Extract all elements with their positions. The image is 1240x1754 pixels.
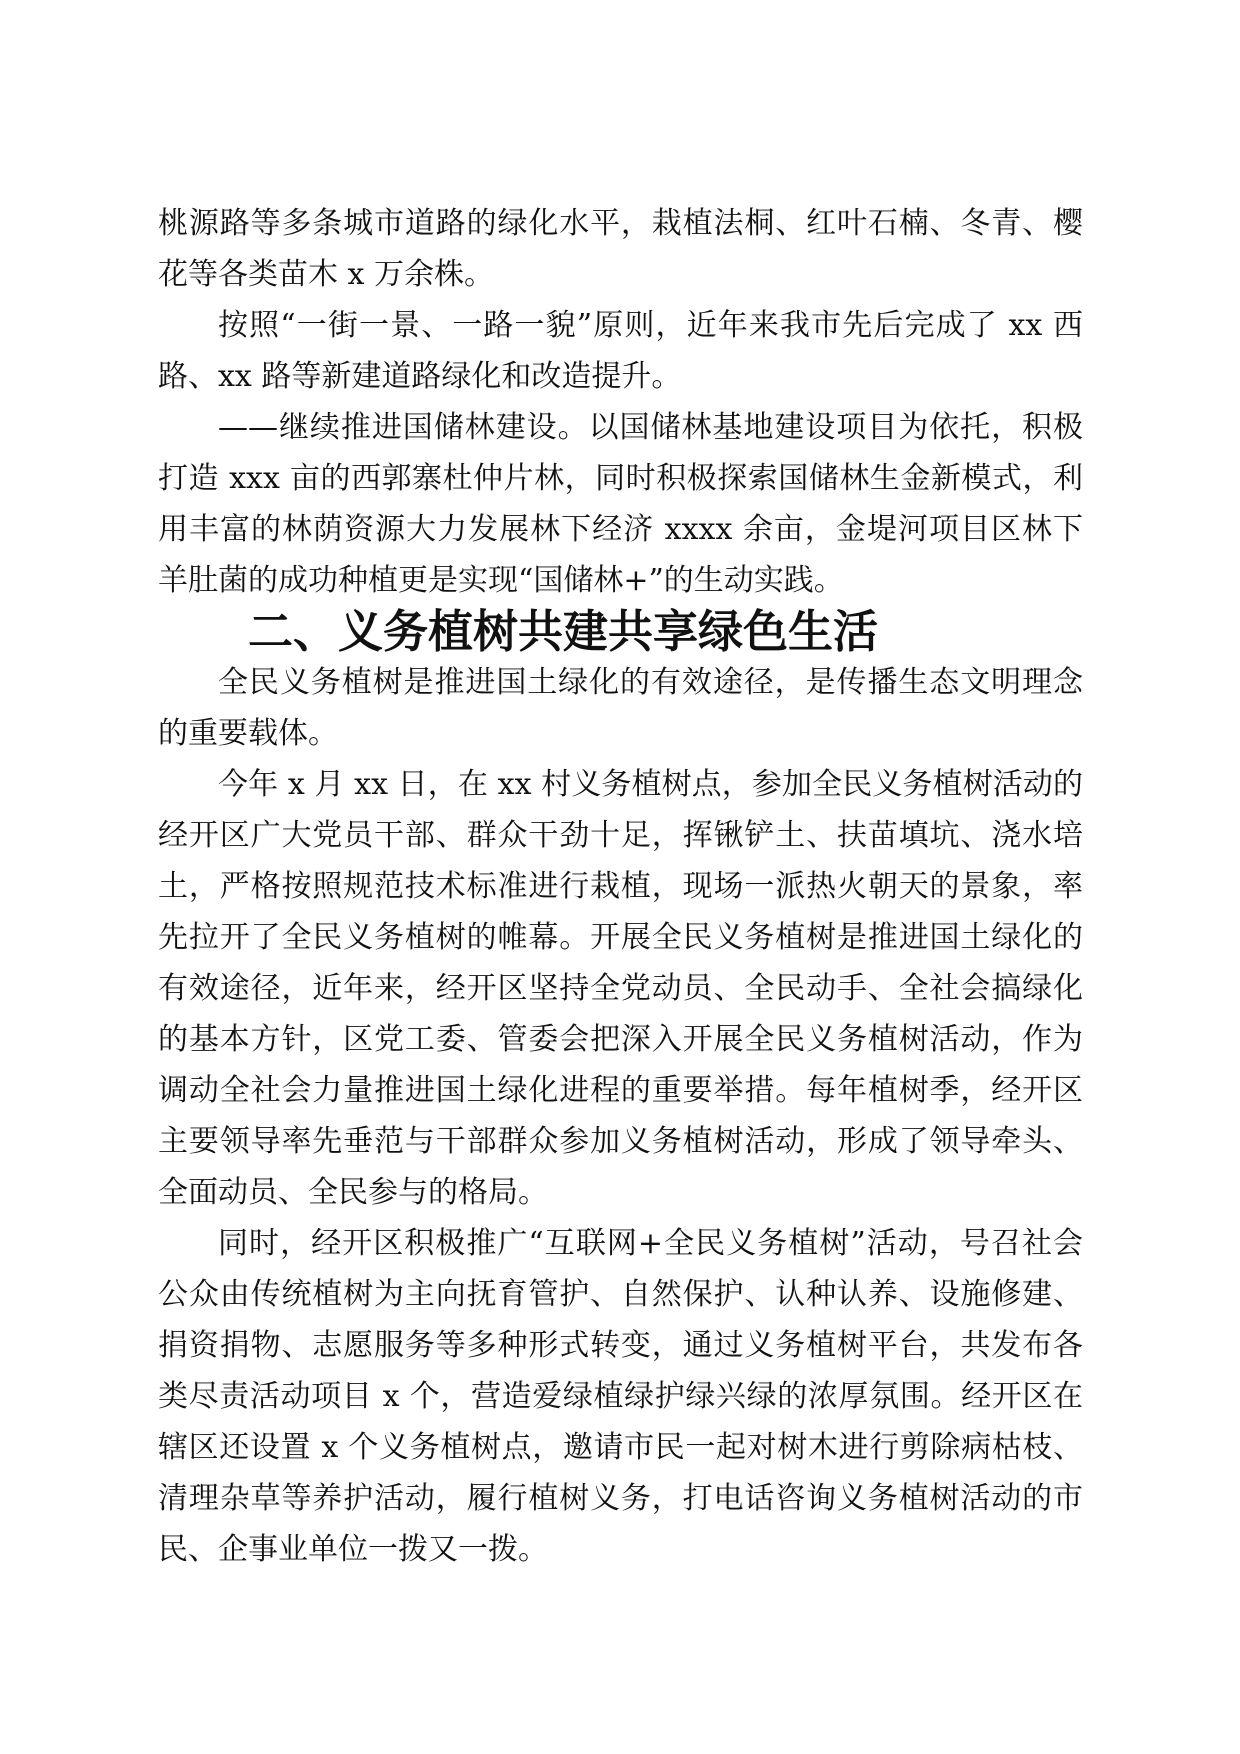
document-page xyxy=(158,198,1083,1575)
paragraph-internet-planting: 同时，经开区积极推广“互联网+全民义务植树”活动，号召社会公众由传统植树为主向抚育管护、自然保护、认种认养、设施修建、捐资捐物、志愿服务等多种形式转变，通过义务植树平台，共发布各类尽责活动项目 x 个，营造爱绿植绿护绿兴绿的浓厚氛围。经开区在辖区还设置 x 个义务植树点，邀请市民一起对树木进行剪除病枯枝、清理杂草等养护活动，履行植树义务，打电话咨询义务植树活动的市民、企事业单位一拨又一拨。 xyxy=(158,1226,1083,1567)
paragraph-road-greening: 按照“一街一景、一路一貌”原则，近年来我市先后完成了 xx 西路、xx 路等新建道路绿化和改造提升。 xyxy=(158,308,1083,394)
paragraph-tree-planting-event: 今年 x 月 xx 日，在 xx 村义务植树点，参加全民义务植树活动的经开区广大党员干部、群众干劲十足，挥锹铲土、扶苗填坑、浇水培土，严格按照规范技术标准进行栽植，现场一派热火朝天的景象，率先拉开了全民义务植树的帷幕。开展全民义务植树是推进国土绿化的有效途径，近年来，经开区坚持全党动员、全民动手、全社会搞绿化的基本方针，区党工委、管委会把深入开展全民义务植树活动，作为调动全社会力量推进国土绿化进程的重要举措。每年植树季，经开区主要领导率先垂范与干部群众参加义务植树活动，形成了领导牵头、全面动员、全民参与的格局。 xyxy=(158,767,1083,1210)
paragraph-continuation: 桃源路等多条城市道路的绿化水平，栽植法桐、红叶石楠、冬青、樱花等各类苗木 x 万余株。 xyxy=(158,206,1083,292)
paragraph-national-reserve-forest: ——继续推进国储林建设。以国储林基地建设项目为依托，积极打造 xxx 亩的西郭寨杜仲片林，同时积极探索国储林生金新模式，利用丰富的林荫资源大力发展林下经济 xxxx 余亩，金堤河项目区林下羊肚菌的成功种植更是实现“国储林+”的生动实践。 xyxy=(158,410,1083,598)
paragraph-intro: 全民义务植树是推进国土绿化的有效途径，是传播生态文明理念的重要载体。 xyxy=(158,665,1083,751)
section-heading: 二、义务植树共建共享绿色生活 xyxy=(248,605,879,658)
